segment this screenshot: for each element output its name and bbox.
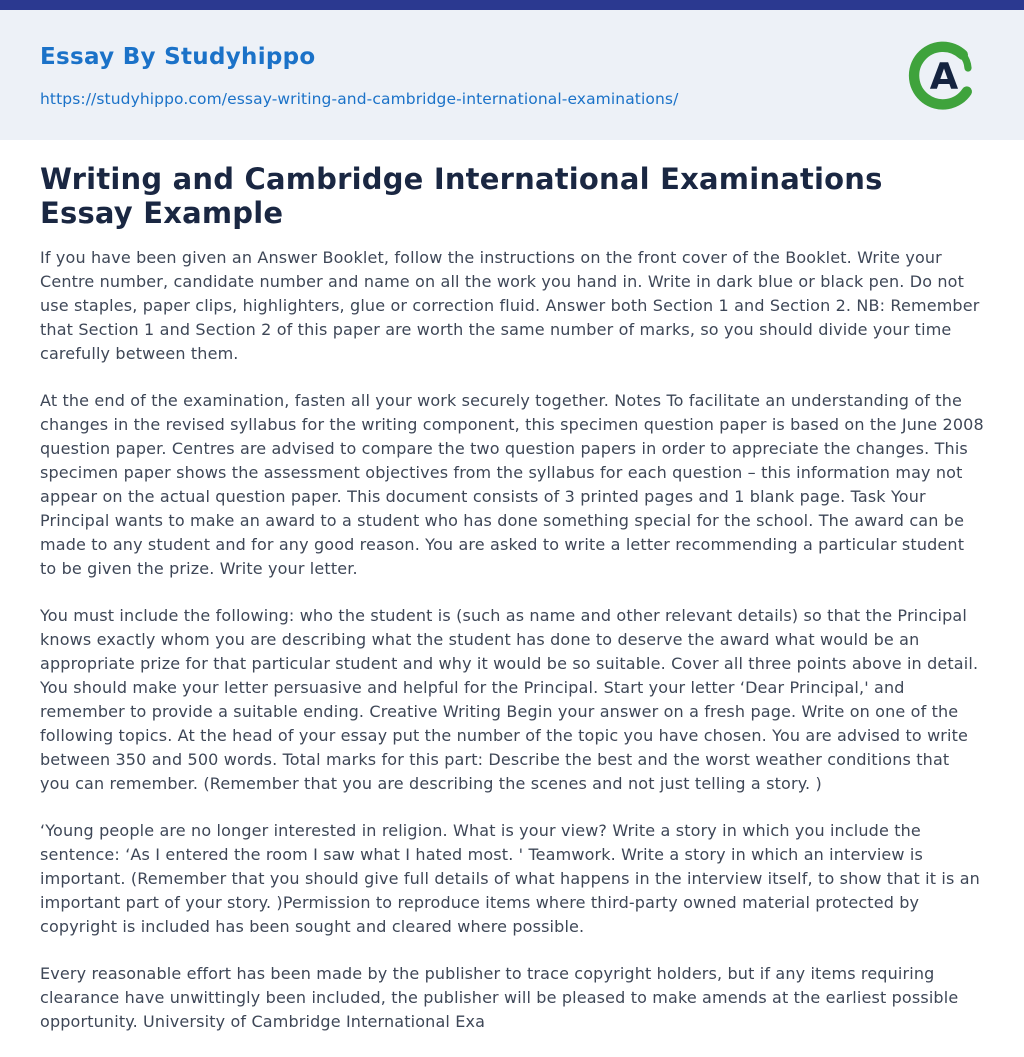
article-body [0, 162, 1024, 1034]
logo-letter: A [929, 54, 959, 98]
article-paragraph: You must include the following: who the student is (such as name and other relevant details) so that the Principal knows exactly whom you are describing what the student has done to deserve the award what would be an appropriate prize for that particular student and why it would be so suitable. Cover all three points above in detail. You should make your letter persuasive and helpful for the Principal. Start your letter ‘Dear Principal,' and remember to provide a suitable ending. Creative Writing Begin your answer on a fresh page. Write on one of the following topics. At the head of your essay put the number of the topic you have chosen. You are advised to write between 350 and 500 words. Total marks for this part: Describe the best and the worst weather conditions that you can remember. (Remember that you are describing the scenes and not just telling a story. ) [40, 606, 979, 793]
article-paragraph: If you have been given an Answer Booklet, follow the instructions on the front cover of the Booklet. Write your Centre number, candidate number and name on all the work you hand in. Write in dark blue or black pen. Do not use staples, paper clips, highlighters, glue or correction fluid. Answer both Section 1 and Section 2. NB: Remember that Section 1 and Section 2 of this paper are worth the same number of marks, so you should divide your time carefully between them. [40, 248, 980, 363]
studyhippo-logo-icon[interactable] [904, 36, 984, 116]
source-url-link[interactable]: https://studyhippo.com/essay-writing-and-cambridge-international-examinations/ [40, 90, 679, 108]
header-text-block [40, 44, 678, 108]
article-title: Writing and Cambridge International Examinations Essay Example [40, 162, 883, 230]
site-title: Essay By Studyhippo [40, 44, 316, 70]
article-paragraph: ‘Young people are no longer interested in religion. What is your view? Write a story in which you include the sentence: ‘As I entered the room I saw what I hated most. ' Teamwork. Write a story in which an interview is important. (Remember that you should give full details of what happens in the interview itself, to show that it is an important part of your story. )Permission to reproduce items where third-party owned material protected by copyright is included has been sought and cleared where possible. [40, 821, 980, 936]
top-accent-bar [0, 0, 1024, 10]
article-paragraph: At the end of the examination, fasten all your work securely together. Notes To facilitate an understanding of the changes in the revised syllabus for the writing component, this specimen question paper is based on the June 2008 question paper. Centres are advised to compare the two question papers in order to appreciate the changes. This specimen paper shows the assessment objectives from the syllabus for each question – this information may not appear on the actual question paper. This document consists of 3 printed pages and 1 blank page. Task Your Principal wants to make an award to a student who has done something special for the school. The award can be made to any student and for any good reason. You are asked to write a letter recommending a particular student to be given the prize. Write your letter. [40, 391, 984, 578]
page-header [0, 10, 1024, 140]
article-paragraph: Every reasonable effort has been made by the publisher to trace copyright holders, but if any items requiring clearance have unwittingly been included, the publisher will be pleased to make amends at the earliest possible opportunity. University of Cambridge International Exa [40, 964, 959, 1031]
